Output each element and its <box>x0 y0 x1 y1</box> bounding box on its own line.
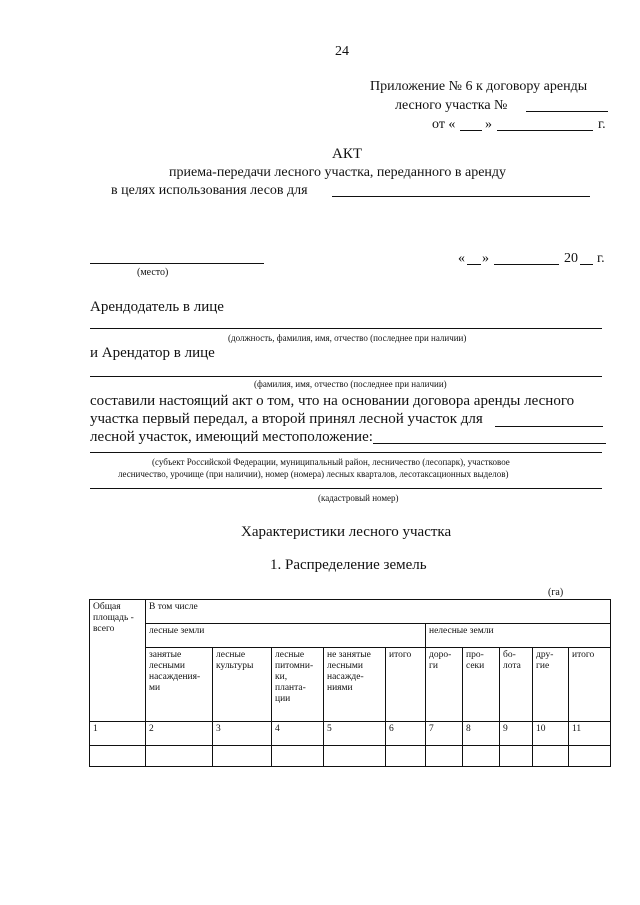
col-number: 3 <box>213 722 272 746</box>
lessee-blank <box>90 376 602 377</box>
table-cell <box>463 746 500 767</box>
header-nonforest-lands: нелесные земли <box>426 624 611 648</box>
page-number: 24 <box>335 44 349 59</box>
col-nonforest-total: итого <box>569 648 611 722</box>
col-unstocked: не занятые лесными насажде-ниями <box>324 648 386 722</box>
col-number: 8 <box>463 722 500 746</box>
col-number: 5 <box>324 722 386 746</box>
table-cell <box>386 746 426 767</box>
header-forest-lands: лесные земли <box>146 624 426 648</box>
lessor-caption: (должность, фамилия, имя, отчество (последнее при наличии) <box>228 333 467 343</box>
table-cell <box>533 746 569 767</box>
table-cell <box>90 746 146 767</box>
act-purpose-label: в целях использования лесов для <box>111 183 308 198</box>
col-number: 10 <box>533 722 569 746</box>
table-cell <box>213 746 272 767</box>
cadastral-caption: (кадастровый номер) <box>318 493 399 503</box>
header-total-area: Общая площадь - всего <box>90 600 146 722</box>
lessee-label: и Арендатор в лице <box>90 345 215 361</box>
location-caption-1: (субъект Российской Федерации, муниципальный район, лесничество (лесопарк), участковое <box>152 457 510 467</box>
cadastral-blank <box>90 488 602 489</box>
col-number: 4 <box>272 722 324 746</box>
table-cell <box>146 746 213 767</box>
act-subtitle: приема-передачи лесного участка, переданного в аренду <box>169 165 507 180</box>
body-line3: лесной участок, имеющий местоположение: <box>90 429 373 445</box>
appendix-date-prefix: от « <box>432 117 456 132</box>
appendix-date-suffix: г. <box>598 117 606 132</box>
col-swamps: бо-лота <box>500 648 533 722</box>
col-plantations: лесные культуры <box>213 648 272 722</box>
date-month-blank <box>494 264 559 265</box>
lessee-caption: (фамилия, имя, отчество (последнее при наличии) <box>254 379 447 389</box>
date-close-quote: » <box>482 251 489 266</box>
section-title: Характеристики лесного участка <box>241 524 452 540</box>
use-purpose-blank <box>495 426 603 427</box>
location-caption-2: лесничество, урочище (при наличии), номер (номера) лесных кварталов, лесотаксационных выделов) <box>118 469 509 479</box>
col-number: 11 <box>569 722 611 746</box>
location-blank <box>373 443 606 444</box>
subsection-title: 1. Распределение земель <box>270 557 427 573</box>
col-stocked: занятые лесными насаждения-ми <box>146 648 213 722</box>
col-number: 2 <box>146 722 213 746</box>
table-cell <box>324 746 386 767</box>
lessor-blank <box>90 328 602 329</box>
appendix-day-blank <box>460 130 482 131</box>
date-open-quote: « <box>458 251 465 266</box>
col-roads: доро-ги <box>426 648 463 722</box>
date-year-prefix: 20 <box>564 251 578 266</box>
col-other: дру-гие <box>533 648 569 722</box>
body-line2: участка первый передал, а второй принял лесной участок для <box>90 411 483 427</box>
contract-number-blank <box>526 111 608 112</box>
appendix-line1: Приложение № 6 к договору аренды <box>370 79 588 94</box>
date-year-blank <box>580 264 593 265</box>
location-blank-2 <box>90 452 602 453</box>
appendix-line2: лесного участка № <box>395 98 508 113</box>
col-forest-total: итого <box>386 648 426 722</box>
place-caption: (место) <box>137 267 169 278</box>
lessor-label: Арендодатель в лице <box>90 299 224 315</box>
col-nurseries: лесные питомни-ки, планта-ции <box>272 648 324 722</box>
place-blank <box>90 263 264 264</box>
col-number: 7 <box>426 722 463 746</box>
unit-label: (га) <box>548 587 564 598</box>
col-number: 6 <box>386 722 426 746</box>
table-cell <box>426 746 463 767</box>
date-year-suffix: г. <box>597 251 605 266</box>
body-line1: составили настоящий акт о том, что на основании договора аренды лесного <box>90 393 575 409</box>
col-number: 1 <box>90 722 146 746</box>
table-cell <box>272 746 324 767</box>
date-day-blank <box>467 264 481 265</box>
land-distribution-table <box>89 599 611 767</box>
header-including: В том числе <box>146 600 611 624</box>
purpose-blank <box>332 196 590 197</box>
appendix-month-blank <box>497 130 593 131</box>
appendix-date-mid: » <box>485 117 492 132</box>
table-cell <box>569 746 611 767</box>
act-title: АКТ <box>332 146 362 162</box>
col-number: 9 <box>500 722 533 746</box>
col-clearings: про-секи <box>463 648 500 722</box>
table-cell <box>500 746 533 767</box>
